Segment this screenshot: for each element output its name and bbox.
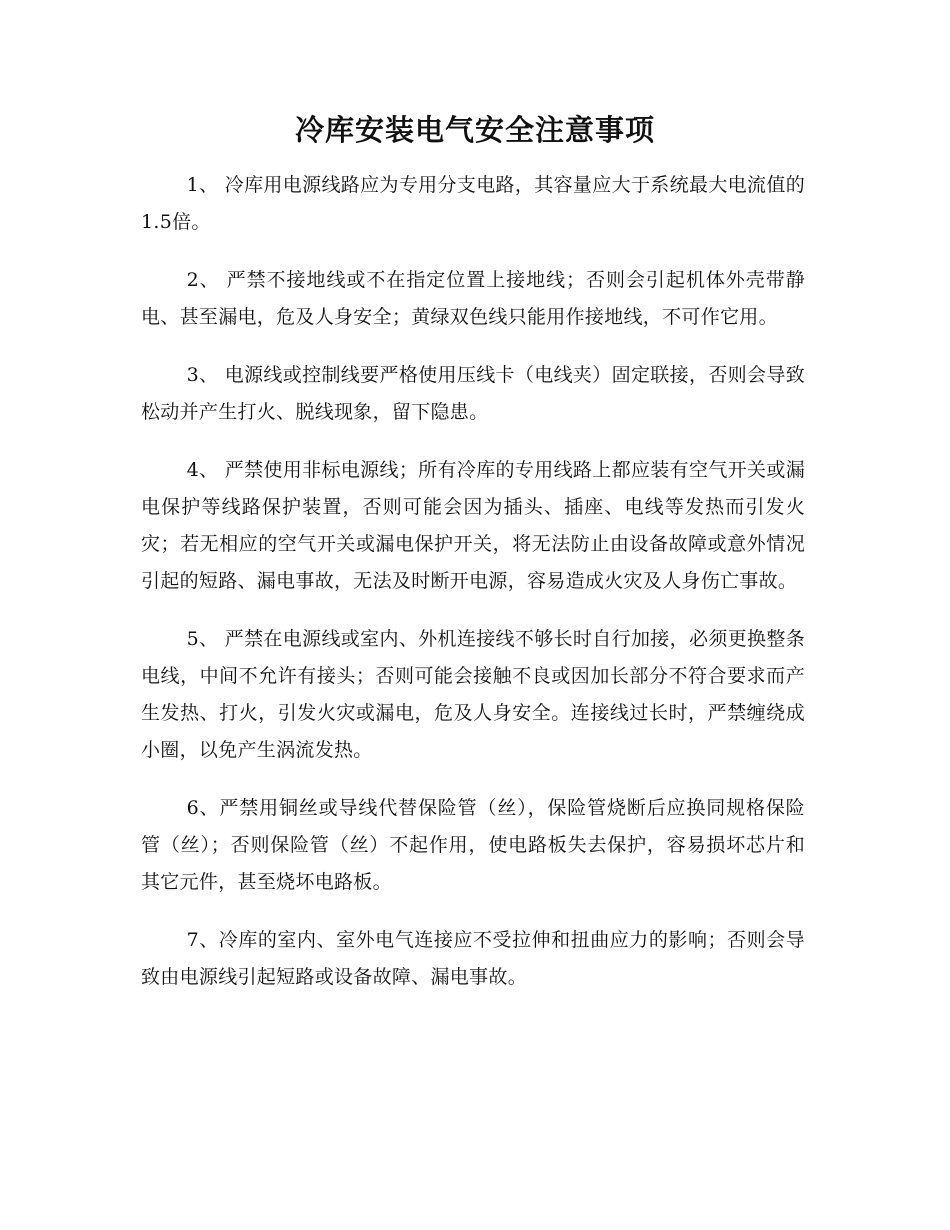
paragraph-4: 4、 严禁使用非标电源线；所有冷库的专用线路上都应装有空气开关或漏电保护等线路保护装置，否则可能会因为插头、插座、电线等发热而引发火灾；若无相应的空气开关或漏电保护开关，将无法防止由设备故障或意外情况引起的短路、漏电事故，无法及时断开电源，容易造成火灾及人身伤亡事故。 xyxy=(141,459,805,592)
paragraph-3: 3、 电源线或控制线要严格使用压线卡（电线夹）固定联接，否则会导致松动并产生打火、脱线现象，留下隐患。 xyxy=(141,364,805,423)
paragraph-6: 6、严禁用铜丝或导线代替保险管（丝），保险管烧断后应换同规格保险管（丝）；否则保险管（丝）不起作用，使电路板失去保护，容易损坏芯片和其它元件，甚至烧坏电路板。 xyxy=(141,797,805,893)
paragraph-1: 1、 冷库用电源线路应为专用分支电路，其容量应大于系统最大电流值的1.5倍。 xyxy=(141,174,805,233)
paragraph-5: 5、 严禁在电源线或室内、外机连接线不够长时自行加接，必须更换整条电线，中间不允许有接头；否则可能会接触不良或因加长部分不符合要求而产生发热、打火，引发火灾或漏电，危及人身安全。连接线过长时，严禁缠绕成小圈，以免产生涡流发热。 xyxy=(141,628,805,761)
document-title: 冷库安装电气安全注意事项 xyxy=(294,113,655,147)
paragraph-7: 7、冷库的室内、室外电气连接应不受拉伸和扭曲应力的影响；否则会导致由电源线引起短路或设备故障、漏电事故。 xyxy=(141,929,805,988)
document-body xyxy=(141,167,805,1017)
paragraph-2: 2、 严禁不接地线或不在指定位置上接地线；否则会引起机体外壳带静电、甚至漏电，危及人身安全；黄绿双色线只能用作接地线，不可作它用。 xyxy=(141,269,805,328)
